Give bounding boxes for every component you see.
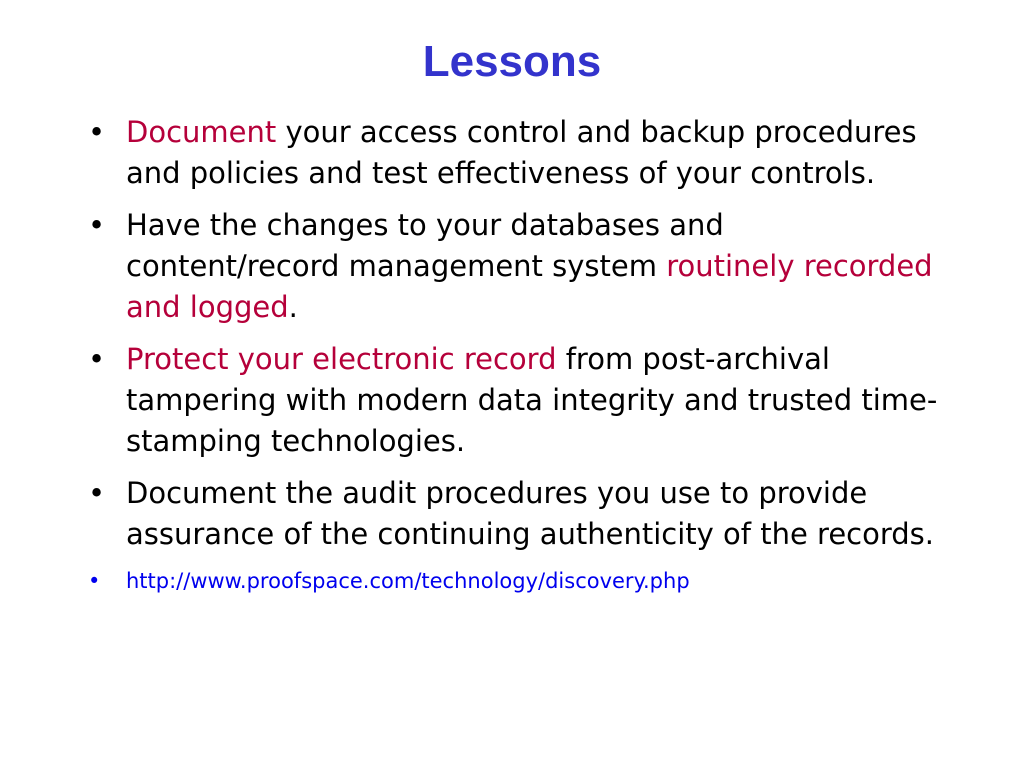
bullet-3-text: from post-archival tampering with modern data integrity and trusted time-stamping technologies. — [126, 342, 938, 458]
bullet-item-link — [88, 566, 938, 596]
proofspace-link[interactable]: http://www.proofspace.com/technology/discovery.php — [126, 569, 690, 593]
bullet-3-highlight: Protect your electronic record — [126, 342, 557, 376]
bullet-1-text: your access control and backup procedures and policies and test effectiveness of your controls. — [126, 115, 917, 190]
bullet-dot: • — [88, 208, 106, 242]
bullet-2-text-after: . — [288, 290, 298, 324]
bullet-4-text: Document the audit procedures you use to provide assurance of the continuing authenticity of the records. — [126, 476, 934, 551]
bullet-item-4 — [88, 473, 938, 555]
bullet-2-highlight: routinely recorded and logged — [126, 249, 933, 324]
bullet-1-highlight: Document — [126, 115, 277, 149]
bullet-list — [88, 112, 938, 607]
bullet-dot: • — [88, 476, 106, 510]
bullet-dot: • — [88, 342, 106, 376]
bullet-item-2 — [88, 205, 938, 328]
bullet-2-text-before: Have the changes to your databases and content/record management system — [126, 208, 724, 283]
bullet-dot: • — [88, 115, 106, 149]
bullet-item-3 — [88, 339, 938, 462]
bullet-dot: • — [88, 569, 101, 593]
slide-title: Lessons — [422, 37, 602, 86]
bullet-item-1 — [88, 112, 938, 194]
